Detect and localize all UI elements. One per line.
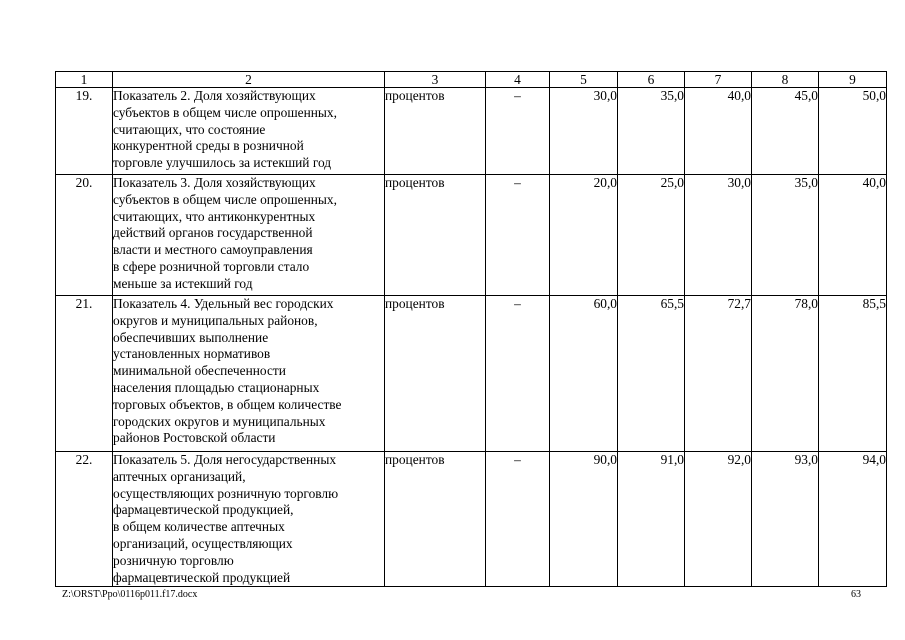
value-cell: 40,0 xyxy=(685,88,752,175)
description-line: Показатель 4. Удельный вес городских xyxy=(113,296,334,311)
description-line: Показатель 2. Доля хозяйствующих xyxy=(113,88,316,103)
column-header: 7 xyxy=(685,72,752,88)
indicator-description xyxy=(113,296,385,452)
column-header: 6 xyxy=(618,72,685,88)
base-value-cell: – xyxy=(486,88,550,175)
table-row xyxy=(56,88,887,175)
column-header: 5 xyxy=(550,72,618,88)
description-line: городских округов и муниципальных xyxy=(113,413,326,429)
unit-cell: процентов xyxy=(385,175,486,296)
description-line: считающих, что состояние xyxy=(113,121,266,137)
description-line: торговых объектов, в общем количестве xyxy=(113,396,342,412)
row-number: 20. xyxy=(56,175,113,296)
value-cell: 91,0 xyxy=(618,452,685,587)
description-line: меньше за истекший год xyxy=(113,275,253,291)
description-line: фармацевтической продукцией xyxy=(113,569,291,585)
description-line: в сфере розничной торговли стало xyxy=(113,258,310,274)
value-cell: 65,5 xyxy=(618,296,685,452)
value-cell: 20,0 xyxy=(550,175,618,296)
table-row xyxy=(56,452,887,587)
description-line: округов и муниципальных районов, xyxy=(113,312,318,328)
value-cell: 25,0 xyxy=(618,175,685,296)
description-line: розничную торговлю xyxy=(113,552,234,568)
value-cell: 30,0 xyxy=(550,88,618,175)
value-cell: 94,0 xyxy=(819,452,887,587)
value-cell: 72,7 xyxy=(685,296,752,452)
column-header: 1 xyxy=(56,72,113,88)
column-header: 8 xyxy=(752,72,819,88)
unit-cell: процентов xyxy=(385,296,486,452)
footer-file-path: Z:\ORST\Ppo\0116p011.f17.docx xyxy=(62,589,198,600)
base-value-cell: – xyxy=(486,452,550,587)
value-cell: 85,5 xyxy=(819,296,887,452)
indicators-table xyxy=(55,71,887,587)
table-row xyxy=(56,175,887,296)
table-row xyxy=(56,296,887,452)
value-cell: 35,0 xyxy=(752,175,819,296)
description-line: установленных нормативов xyxy=(113,346,271,362)
row-number: 22. xyxy=(56,452,113,587)
description-line: считающих, что антиконкурентных xyxy=(113,208,316,224)
value-cell: 50,0 xyxy=(819,88,887,175)
indicator-description xyxy=(113,452,385,587)
value-cell: 35,0 xyxy=(618,88,685,175)
description-line: фармацевтической продукцией, xyxy=(113,502,294,518)
description-line: Показатель 3. Доля хозяйствующих xyxy=(113,175,316,190)
indicator-description xyxy=(113,88,385,175)
unit-cell: процентов xyxy=(385,452,486,587)
description-line: районов Ростовской области xyxy=(113,430,276,446)
description-line: осуществляющих розничную торговлю xyxy=(113,485,339,501)
description-line: власти и местного самоуправления xyxy=(113,242,313,258)
description-line: торговле улучшилось за истекший год xyxy=(113,155,332,171)
value-cell: 92,0 xyxy=(685,452,752,587)
table-header-row xyxy=(56,72,887,88)
value-cell: 93,0 xyxy=(752,452,819,587)
column-header: 4 xyxy=(486,72,550,88)
indicator-description xyxy=(113,175,385,296)
base-value-cell: – xyxy=(486,175,550,296)
row-number: 19. xyxy=(56,88,113,175)
description-line: населения площадью стационарных xyxy=(113,379,320,395)
column-header: 3 xyxy=(385,72,486,88)
unit-cell: процентов xyxy=(385,88,486,175)
value-cell: 60,0 xyxy=(550,296,618,452)
value-cell: 90,0 xyxy=(550,452,618,587)
description-line: организаций, осуществляющих xyxy=(113,535,293,551)
description-line: конкурентной среды в розничной xyxy=(113,138,304,154)
description-line: действий органов государственной xyxy=(113,225,313,241)
page-number: 63 xyxy=(851,589,861,600)
value-cell: 40,0 xyxy=(819,175,887,296)
description-line: субъектов в общем числе опрошенных, xyxy=(113,191,337,207)
description-line: Показатель 5. Доля негосударственных xyxy=(113,452,337,467)
column-header: 9 xyxy=(819,72,887,88)
value-cell: 78,0 xyxy=(752,296,819,452)
base-value-cell: – xyxy=(486,296,550,452)
value-cell: 45,0 xyxy=(752,88,819,175)
description-line: субъектов в общем числе опрошенных, xyxy=(113,104,337,120)
row-number: 21. xyxy=(56,296,113,452)
column-header: 2 xyxy=(113,72,385,88)
description-line: обеспечивших выполнение xyxy=(113,329,269,345)
description-line: минимальной обеспеченности xyxy=(113,363,286,379)
description-line: в общем количестве аптечных xyxy=(113,519,285,535)
description-line: аптечных организаций, xyxy=(113,468,246,484)
value-cell: 30,0 xyxy=(685,175,752,296)
